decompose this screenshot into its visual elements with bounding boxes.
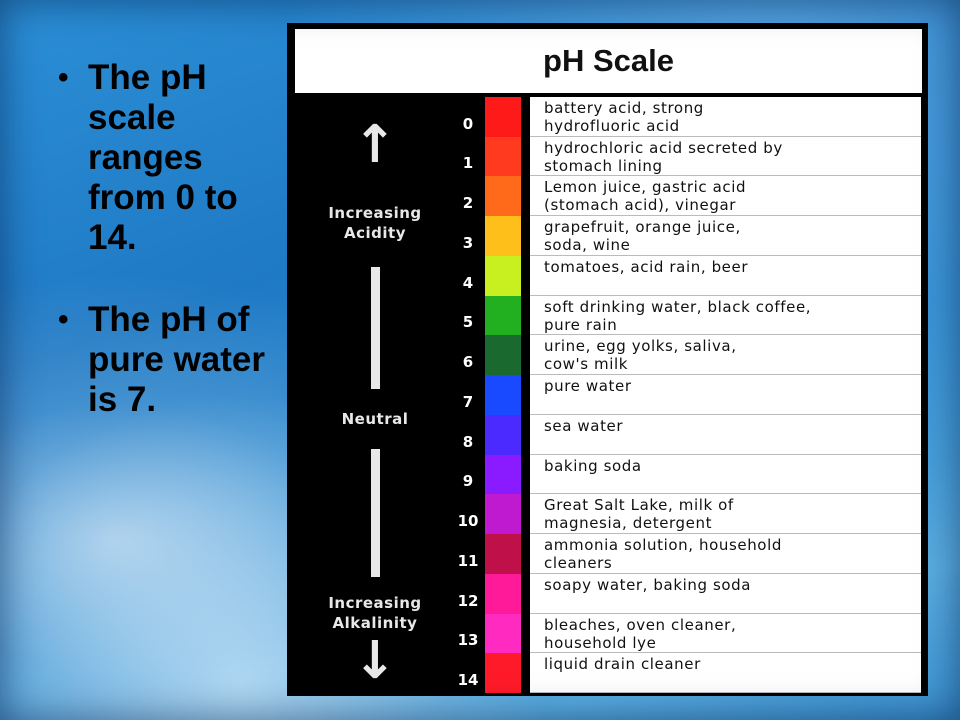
ph-value-label: 6 <box>462 353 474 372</box>
ph-value-label: 8 <box>462 432 474 451</box>
ph-value-label: 3 <box>462 233 474 252</box>
bullet-list <box>48 58 283 462</box>
ph-example-text: baking soda <box>530 455 921 495</box>
ph-value-label: 5 <box>462 313 474 332</box>
ph-example-text: bleaches, oven cleaner, household lye <box>530 614 921 654</box>
scale-direction-column <box>295 117 455 695</box>
ph-description-column <box>530 97 921 693</box>
ph-example-text: Lemon juice, gastric acid (stomach acid), vinegar <box>530 176 921 216</box>
neutral-label: Neutral <box>341 410 409 428</box>
ph-value-label: 10 <box>457 512 479 531</box>
ph-value-label: 4 <box>462 273 474 292</box>
increasing-alkalinity-label: Increasing Alkalinity <box>328 594 422 632</box>
ph-color-swatch <box>485 455 521 495</box>
ph-value-label: 14 <box>457 671 479 689</box>
ph-color-swatch <box>485 494 521 534</box>
increasing-acidity-label: Increasing Acidity <box>328 204 422 242</box>
ph-color-swatch <box>485 97 521 137</box>
ph-value-label: 7 <box>462 392 474 411</box>
ph-scale-chart <box>287 23 928 696</box>
ph-color-swatch <box>485 375 521 415</box>
bullet-item <box>48 300 283 420</box>
ph-example-text: sea water <box>530 415 921 455</box>
ph-value-label: 0 <box>462 114 474 133</box>
ph-color-swatch <box>485 216 521 256</box>
ph-value-label: 11 <box>457 551 479 570</box>
ph-number-column <box>452 97 484 693</box>
ph-color-swatch <box>485 296 521 336</box>
ph-color-swatch <box>485 574 521 614</box>
bullet-marker: • <box>58 61 69 94</box>
bullet-marker: • <box>58 303 69 336</box>
ph-value-label: 1 <box>462 154 474 173</box>
up-arrow-icon: ↑ <box>352 115 398 175</box>
ph-color-swatch <box>485 335 521 375</box>
ph-color-swatch <box>485 653 521 693</box>
chart-title: pH Scale <box>295 29 922 93</box>
ph-example-text: grapefruit, orange juice, soda, wine <box>530 216 921 256</box>
ph-color-swatch <box>485 137 521 177</box>
ph-color-swatch <box>485 256 521 296</box>
down-arrow-icon: ↓ <box>352 631 398 691</box>
bullet-item <box>48 58 283 258</box>
alkalinity-bar <box>371 449 380 577</box>
acidity-bar <box>371 267 380 389</box>
ph-example-text: ammonia solution, household cleaners <box>530 534 921 574</box>
ph-color-bar <box>485 97 521 693</box>
ph-example-text: Great Salt Lake, milk of magnesia, detergent <box>530 494 921 534</box>
ph-color-swatch <box>485 415 521 455</box>
ph-color-swatch <box>485 534 521 574</box>
ph-value-label: 12 <box>457 591 479 610</box>
ph-example-text: tomatoes, acid rain, beer <box>530 256 921 296</box>
ph-example-text: soapy water, baking soda <box>530 574 921 614</box>
ph-example-text: battery acid, strong hydrofluoric acid <box>530 97 921 137</box>
ph-example-text: soft drinking water, black coffee, pure rain <box>530 296 921 336</box>
ph-value-label: 2 <box>462 194 474 213</box>
ph-color-swatch <box>485 176 521 216</box>
bullet-text: The pH of pure water is 7. <box>88 300 265 419</box>
ph-color-swatch <box>485 614 521 654</box>
bullet-text: The pH scale ranges from 0 to 14. <box>88 58 238 257</box>
ph-example-text: urine, egg yolks, saliva, cow's milk <box>530 335 921 375</box>
ph-value-label: 9 <box>462 472 474 491</box>
ph-example-text: liquid drain cleaner <box>530 653 921 693</box>
ph-example-text: pure water <box>530 375 921 415</box>
ph-value-label: 13 <box>457 631 479 650</box>
ph-example-text: hydrochloric acid secreted by stomach lining <box>530 137 921 177</box>
